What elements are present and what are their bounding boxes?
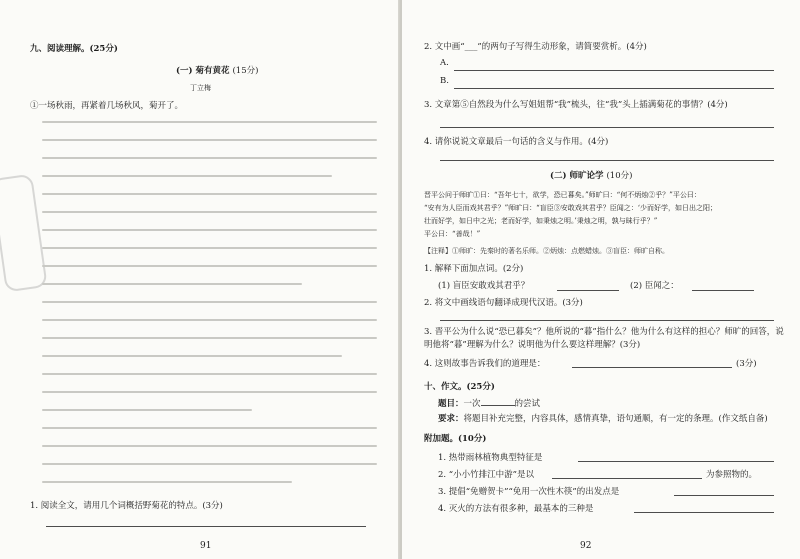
illegible-line [42,391,377,393]
requirements-text: 将题目补充完整，内容具体，感情真挚，语句通顺，有一定的条理。(作文纸自备) [463,414,768,424]
topic-label: 题目： [438,399,464,409]
illegible-line [42,445,377,447]
answer-line[interactable] [46,526,366,527]
answer-line[interactable] [440,320,774,321]
illegible-line [42,337,377,339]
answer-blank[interactable] [557,290,619,291]
passage-two-title [550,169,632,181]
illegible-line [42,247,377,249]
section-heading-reading: 九、阅读理解。(25分) [30,44,118,54]
lesson-prompt: 4. 这则故事告诉我们的道理是： [424,359,546,369]
question-one-prompt: 1. 阅读全文，请用几个词概括野菊花的特点。(3分) [30,501,223,511]
illegible-line [42,355,342,357]
passage-one-points: (15分) [232,66,259,76]
illegible-line [42,481,292,483]
explain-words-prompt: 1. 解释下面加点词。(2分) [424,264,524,274]
passage-two-line-4: 平公曰：“善哉！” [424,230,481,238]
topic-prefix: 一次 [463,399,481,409]
answer-line[interactable] [674,495,774,496]
illegible-line [42,409,252,411]
illegible-line [42,463,377,465]
translate-prompt: 2. 将文中画线语句翻译成现代汉语。(3分) [424,298,583,308]
passage-two-line-3: 壮而好学，如日中之光；老而好学，如秉烛之明。’秉烛之明，孰与昧行乎？” [424,217,658,225]
option-b-label: B. [440,76,449,86]
illegible-line [42,229,377,231]
lesson-points: (3分) [736,359,757,369]
essay-topic [438,397,540,409]
bonus-question-4: 4. 灭火的方法有很多种，最基本的三种是 [438,504,594,514]
requirements-label: 要求： [438,414,464,424]
passage-first-line: ①一场秋雨，再紧着几场秋风，菊开了。 [30,101,184,111]
passage-two-points: (10分) [606,171,633,181]
illegible-line [42,319,377,321]
explain-word-2: (2) 臣闻之： [630,281,679,291]
question-four-prompt: 4. 请你说说文章最后一句话的含义与作用。(4分) [424,137,609,147]
option-a-label: A. [440,58,449,68]
question-three-prompt: 3. 文章第⑤自然段为什么写姐姐帮“我”梳头，往“我”头上插满菊花的事情？(4分) [424,100,728,110]
essay-requirements [438,412,768,424]
illegible-line [42,121,377,123]
answer-line-b[interactable] [454,88,774,89]
passage-two-title-text: (二) 师旷论学 [550,171,604,181]
answer-line[interactable] [572,367,732,368]
passage-two-line-2: “安有为人臣而戏其君乎？”师旷曰：“盲臣③安敢戏其君乎？臣闻之：‘少而好学，如日出之阳； [424,204,717,212]
question-three-classical: 3. 晋平公为什么说“恐已暮矣”？他所说的“暮”指什么？他为什么有这样的担心？师旷的回答，说明他将“暮”理解为什么？说明他为什么要这样理解？(3分) [424,327,784,350]
answer-line-a[interactable] [454,70,774,71]
bonus-question-1: 1. 热带雨林植物典型特征是 [438,453,543,463]
illegible-line [42,175,332,177]
page-number-right: 92 [580,541,592,551]
passage-author: 丁立梅 [190,84,211,92]
illegible-line [42,211,377,213]
explain-word-1: (1) 盲臣安敢戏其君乎？ [438,281,530,291]
illegible-line [42,427,377,429]
passage-one-title-text: (一) 菊有黄花 [176,66,230,76]
passage-two-line-1: 晋平公问于师旷①曰：“吾年七十，欲学，恐已暮矣。”师旷曰：“何不炳烛②乎？”平公曰： [424,191,701,199]
illegible-line [42,193,377,195]
right-page [402,0,800,559]
topic-blank[interactable] [481,405,515,406]
answer-line[interactable] [440,160,774,161]
answer-line[interactable] [552,478,702,479]
page-number-left: 91 [200,541,212,551]
illegible-line [42,301,377,303]
illegible-line [42,373,377,375]
answer-line[interactable] [578,461,774,462]
bonus-question-3: 3. 提倡“免赠贺卡”“免用一次性木筷”的出发点是 [438,487,620,497]
passage-one-title [176,64,258,76]
illegible-line [42,283,302,285]
bonus-question-2-suffix: 为参照物的。 [706,470,758,480]
illegible-line [42,139,377,141]
library-stamp-mark [0,174,48,293]
answer-blank[interactable] [692,290,754,291]
bonus-question-2: 2. “小小竹排江中游”是以 [438,470,535,480]
illegible-line [42,157,377,159]
annotation-note: 【注释】①师旷：先秦时的著名乐师。②炳烛：点燃蜡烛。③盲臣：师旷自称。 [424,247,669,255]
answer-line[interactable] [440,127,774,128]
section-heading-essay: 十、作文。(25分) [424,382,495,392]
section-heading-bonus: 附加题。(10分) [424,434,487,444]
illegible-line [42,265,377,267]
topic-suffix: 的尝试 [514,399,541,409]
answer-line[interactable] [634,512,774,513]
question-two-prompt: 2. 文中画“___”的两句子写得生动形象，请简要赏析。(4分) [424,42,647,52]
